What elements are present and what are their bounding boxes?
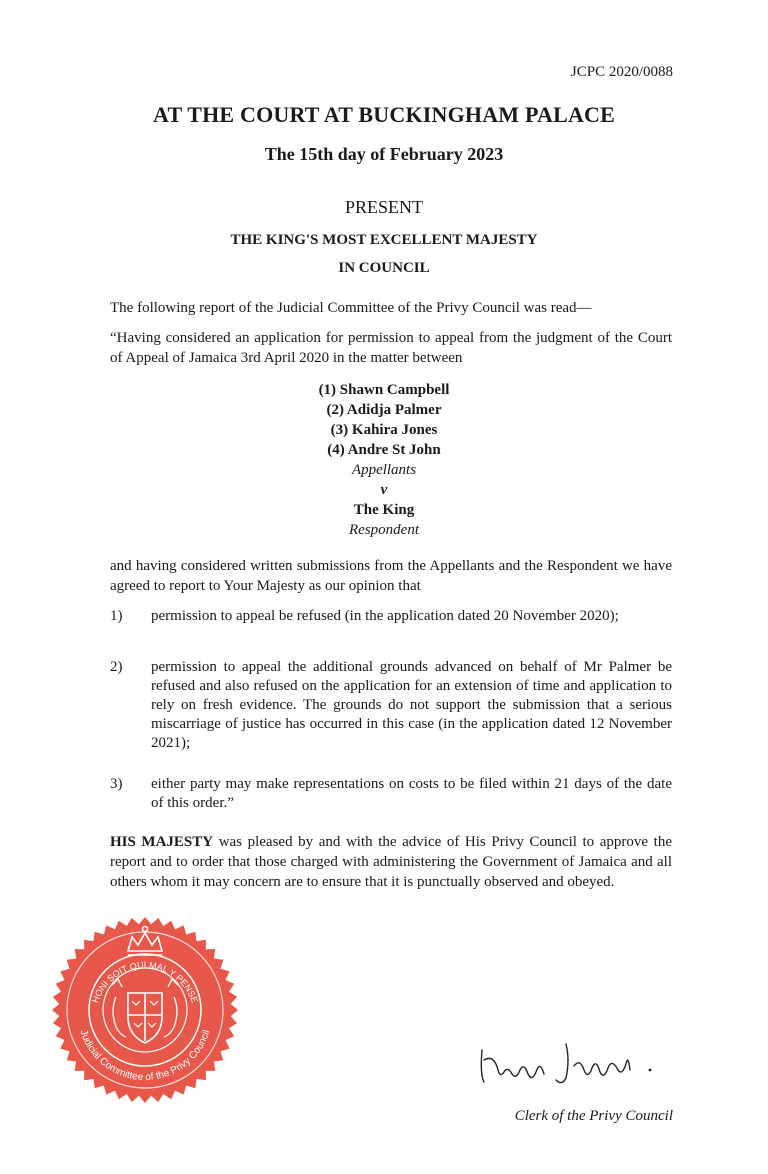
list-item xyxy=(110,607,672,626)
item-number: 1) xyxy=(110,608,123,624)
closing-paragraph xyxy=(110,832,672,892)
closing-bold: HIS MAJESTY xyxy=(110,834,214,850)
appellant-3: (3) Kahira Jones xyxy=(330,422,438,438)
appellant-2: (2) Adidja Palmer xyxy=(326,402,442,418)
privy-council-seal xyxy=(50,915,240,1105)
list-item xyxy=(110,658,672,753)
item-number: 2) xyxy=(110,659,123,675)
list-item xyxy=(110,775,672,813)
seal-inner-text: HONI SOIT QUI MAL Y PENSE xyxy=(90,959,200,1005)
closing-text: was pleased by and with the advice of His Privy Council to approve the report and to order that those charged with administering the Government of Jamaica and all others whom it may concern are to ensure that it is punctually observed and obeyed. xyxy=(110,834,672,890)
appellant-1: (1) Shawn Campbell xyxy=(318,382,450,398)
item-text: either party may make representations on costs to be filed within 21 days of the date of this order.” xyxy=(151,776,672,811)
parties-block xyxy=(0,380,768,540)
submissions-paragraph: and having considered written submissions from the Appellants and the Respondent we have agreed to report to Your Majesty as our opinion that xyxy=(110,558,672,594)
respondent: The King xyxy=(353,502,415,518)
seal-outer-text: Judicial Committee of the Privy Council xyxy=(77,1028,213,1084)
item-number: 3) xyxy=(110,776,123,792)
intro-paragraph: The following report of the Judicial Committee of the Privy Council was read— xyxy=(110,300,592,316)
clerk-signature xyxy=(470,1030,670,1090)
case-reference: JCPC 2020/0088 xyxy=(570,64,673,80)
item-text: permission to appeal the additional grounds advanced on behalf of Mr Palmer be refused and also refused on the application for an extension of time and application to rely on fresh evidence. The grounds do not support the submission that a serious miscarriage of justice has occurred in this case (in the application dated 12 November 2021); xyxy=(151,659,672,751)
appellant-4: (4) Andre St John xyxy=(327,442,441,458)
court-title: AT THE COURT AT BUCKINGHAM PALACE xyxy=(153,102,615,127)
appellants-label: Appellants xyxy=(351,462,417,478)
order-date: The 15th day of February 2023 xyxy=(264,144,504,164)
versus: v xyxy=(380,482,388,498)
application-paragraph: “Having considered an application for permission to appeal from the judgment of the Court of Appeal of Jamaica 3rd April 2020 in the matter between xyxy=(110,330,672,366)
respondent-label: Respondent xyxy=(349,522,419,538)
item-text: permission to appeal be refused (in the application dated 20 November 2020); xyxy=(151,608,619,624)
clerk-title: Clerk of the Privy Council xyxy=(514,1108,673,1124)
majesty-heading: THE KING'S MOST EXCELLENT MAJESTY xyxy=(230,232,538,248)
council-heading: IN COUNCIL xyxy=(338,260,430,276)
present-heading: PRESENT xyxy=(344,197,423,217)
